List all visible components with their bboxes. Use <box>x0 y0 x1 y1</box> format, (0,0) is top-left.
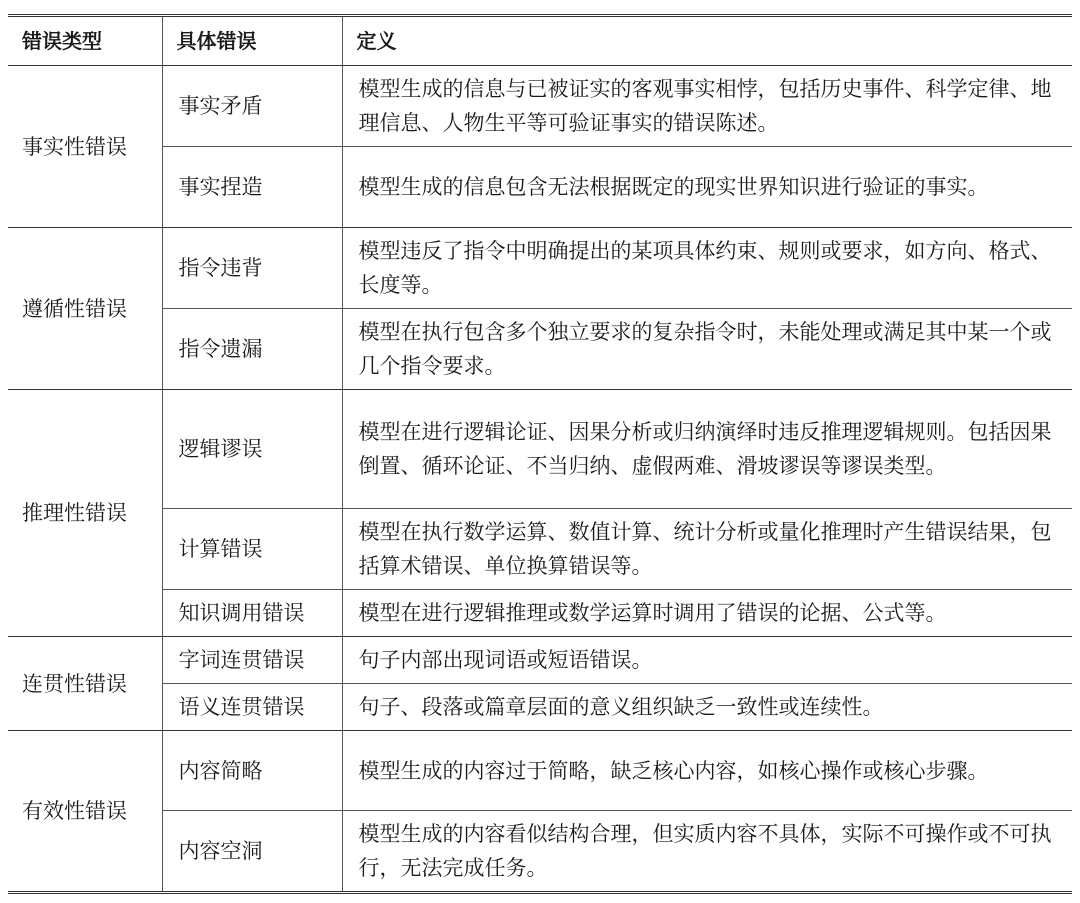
table-row <box>8 309 1072 390</box>
error-name-cell: 指令违背 <box>162 228 342 309</box>
table-row <box>8 66 1072 147</box>
error-name-cell: 内容空洞 <box>162 811 342 893</box>
error-name-cell: 语义连贯错误 <box>162 684 342 731</box>
definition-cell: 模型在进行逻辑论证、因果分析或归纳演绎时违反推理逻辑规则。包括因果倒置、循环论证、不当归纳、虚假两难、滑坡谬误等谬误类型。 <box>342 390 1072 509</box>
error-name-cell: 计算错误 <box>162 509 342 590</box>
definition-cell: 模型生成的内容看似结构合理，但实质内容不具体，实际不可操作或不可执行，无法完成任务。 <box>342 811 1072 893</box>
category-cell: 有效性错误 <box>8 731 162 893</box>
error-name-cell: 事实矛盾 <box>162 66 342 147</box>
table-row <box>8 684 1072 731</box>
category-cell: 遵循性错误 <box>8 228 162 390</box>
definition-cell: 模型生成的内容过于简略，缺乏核心内容，如核心操作或核心步骤。 <box>342 731 1072 811</box>
table-row <box>8 390 1072 509</box>
definition-cell: 模型生成的信息包含无法根据既定的现实世界知识进行验证的事实。 <box>342 147 1072 228</box>
category-cell: 连贯性错误 <box>8 637 162 731</box>
header-row <box>8 16 1072 66</box>
error-name-cell: 指令遗漏 <box>162 309 342 390</box>
error-name-cell: 逻辑谬误 <box>162 390 342 509</box>
definition-cell: 模型在执行数学运算、数值计算、统计分析或量化推理时产生错误结果，包括算术错误、单位换算错误等。 <box>342 509 1072 590</box>
table-row <box>8 811 1072 893</box>
header-error-type: 错误类型 <box>8 16 162 66</box>
table-row <box>8 731 1072 811</box>
table-row <box>8 637 1072 684</box>
definition-cell: 句子、段落或篇章层面的意义组织缺乏一致性或连续性。 <box>342 684 1072 731</box>
error-name-cell: 内容简略 <box>162 731 342 811</box>
definition-cell: 句子内部出现词语或短语错误。 <box>342 637 1072 684</box>
error-name-cell: 字词连贯错误 <box>162 637 342 684</box>
error-taxonomy-table <box>8 14 1072 894</box>
header-specific-error: 具体错误 <box>162 16 342 66</box>
table-row <box>8 509 1072 590</box>
category-cell: 事实性错误 <box>8 66 162 228</box>
table-row <box>8 590 1072 637</box>
error-name-cell: 知识调用错误 <box>162 590 342 637</box>
error-taxonomy-table-wrapper <box>8 14 1072 894</box>
definition-cell: 模型生成的信息与已被证实的客观事实相悖，包括历史事件、科学定律、地理信息、人物生平等可验证事实的错误陈述。 <box>342 66 1072 147</box>
table-row <box>8 147 1072 228</box>
error-name-cell: 事实捏造 <box>162 147 342 228</box>
definition-cell: 模型违反了指令中明确提出的某项具体约束、规则或要求，如方向、格式、长度等。 <box>342 228 1072 309</box>
definition-cell: 模型在执行包含多个独立要求的复杂指令时，未能处理或满足其中某一个或几个指令要求。 <box>342 309 1072 390</box>
definition-cell: 模型在进行逻辑推理或数学运算时调用了错误的论据、公式等。 <box>342 590 1072 637</box>
header-definition: 定义 <box>342 16 1072 66</box>
category-cell: 推理性错误 <box>8 390 162 637</box>
table-row <box>8 228 1072 309</box>
